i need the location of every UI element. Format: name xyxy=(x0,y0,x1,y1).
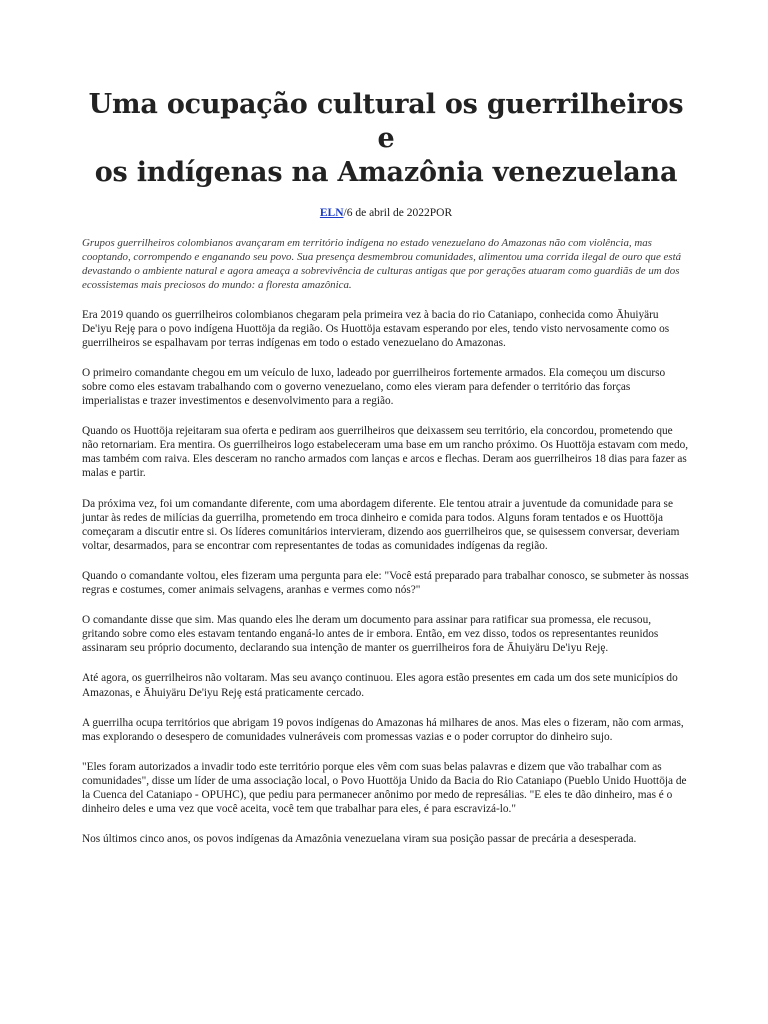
paragraph-7: Até agora, os guerrilheiros não voltaram. Mas seu avanço continuou. Eles agora estão presentes em cada um dos sete municípios do Amazonas, e Āhuiyäru De'iyu Rejȩ está praticamente cercado. xyxy=(82,672,678,699)
paragraph-6: O comandante disse que sim. Mas quando eles lhe deram um documento para assinar para ratificar sua promessa, ele recusou, gritando sobre como eles estavam tentando enganá-lo antes de ir embora. Então, em vez disso, todos os representantes reunidos assinaram seu próprio documento, declarando sua intenção de manter os guerrilheiros fora de Āhuiyäru De'iyu Rejȩ. xyxy=(82,614,659,655)
byline xyxy=(82,207,690,219)
paragraph-9: "Eles foram autorizados a invadir todo este território porque eles vêm com suas belas palavras e dizem que vão trabalhar com as comunidades", disse um líder de uma associação local, o Povo Huottöja Unido da Bacia do Rio Cataniapo (Pueblo Unido Huottöja de la Cuenca del Cataniapo - OPUHC), que pediu para permanecer anônimo por medo de represálias. "E eles te dão dinheiro, mas é o dinheiro deles e uma vez que você aceita, você tem que trabalhar para eles, é para escravizá-lo." xyxy=(82,760,687,816)
paragraph-2: O primeiro comandante chegou em um veículo de luxo, ladeado por guerrilheiros fortemente armados. Ela começou um discurso sobre como eles estavam trabalhando com o governo venezuelano, como eles vieram para defender o território das forças imperialistas e trazer investimentos e desenvolvimento para a região. xyxy=(82,366,666,408)
byline-tag-link[interactable]: ELN xyxy=(319,207,344,219)
paragraph-5: Quando o comandante voltou, eles fizeram uma pergunta para ele: "Você está preparado para trabalhar conosco, se submeter às nossas regras e costumes, comer animais selvagens, aranhas e vermes como nós?" xyxy=(82,569,689,597)
paragraph-10: Nos últimos cinco anos, os povos indígenas da Amazônia venezuelana viram sua posição passar de precária a desesperada. xyxy=(82,833,637,846)
article xyxy=(82,88,690,862)
paragraph-8: A guerrilha ocupa territórios que abrigam 19 povos indígenas do Amazonas há milhares de anos. Mas eles o fizeram, não com armas, mas explorando o desespero de comunidades vulneráveis com promessas vazias e o poder corruptor do dinheiro sujo. xyxy=(82,716,684,743)
paragraph-3: Quando os Huottöja rejeitaram sua oferta e pediram aos guerrilheiros que deixassem seu território, ela concordou, prometendo que não retornariam. Era mentira. Os guerrilheiros logo estabeleceram uma base em um rancho próximo. Os Huottöja estavam com medo, mas também com raiva. Eles desceram no rancho armados com lanças e arcos e flechas. Deram aos guerrilheiros 18 dias para fazer as malas e partir. xyxy=(82,425,689,480)
byline-date: /6 de abril de 2022POR xyxy=(343,207,453,219)
article-title xyxy=(82,88,690,190)
article-title-line-1: Uma ocupação cultural os guerrilheiros e xyxy=(88,89,684,154)
article-title-line-2: os indígenas na Amazônia venezuelana xyxy=(94,157,678,188)
paragraph-1: Era 2019 quando os guerrilheiros colombianos chegaram pela primeira vez à bacia do rio Cataniapo, conhecida como Āhuiyäru De'iyu Rejȩ para o povo indígena Huottöja da região. Os Huottöja estavam esperando por eles, tendo visto nervosamente como os guerrilheiros se espalhavam por terras indígenas em todo o estado venezuelano do Amazonas. xyxy=(82,308,670,349)
paragraph-4: Da próxima vez, foi um comandante diferente, com uma abordagem diferente. Ele tentou atrair a juventude da comunidade para se juntar às redes de milícias da guerrilha, prometendo em troca dinheiro e comida para todos. Alguns foram tentados e os Huottöja começaram a discutir entre si. Os líderes comunitários intervieram, dizendo aos guerrilheiros que, se quisessem conversar, deveriam voltar, desarmados, para se encontrar com representantes de todas as comunidades indígenas da região. xyxy=(82,497,680,552)
article-lead: Grupos guerrilheiros colombianos avançaram em território indígena no estado venezuelano do Amazonas não com violência, mas cooptando, corrompendo e enganando seu povo. Sua presença desmembrou comunidades, alimentou uma corrida ilegal de ouro que está devastando o ambiente natural e agora ameaça a sobrevivência de culturas antigas que por gerações atuaram como guardiãs de um dos ecossistemas mais preciosos do mundo: a floresta amazônica. xyxy=(82,237,682,291)
